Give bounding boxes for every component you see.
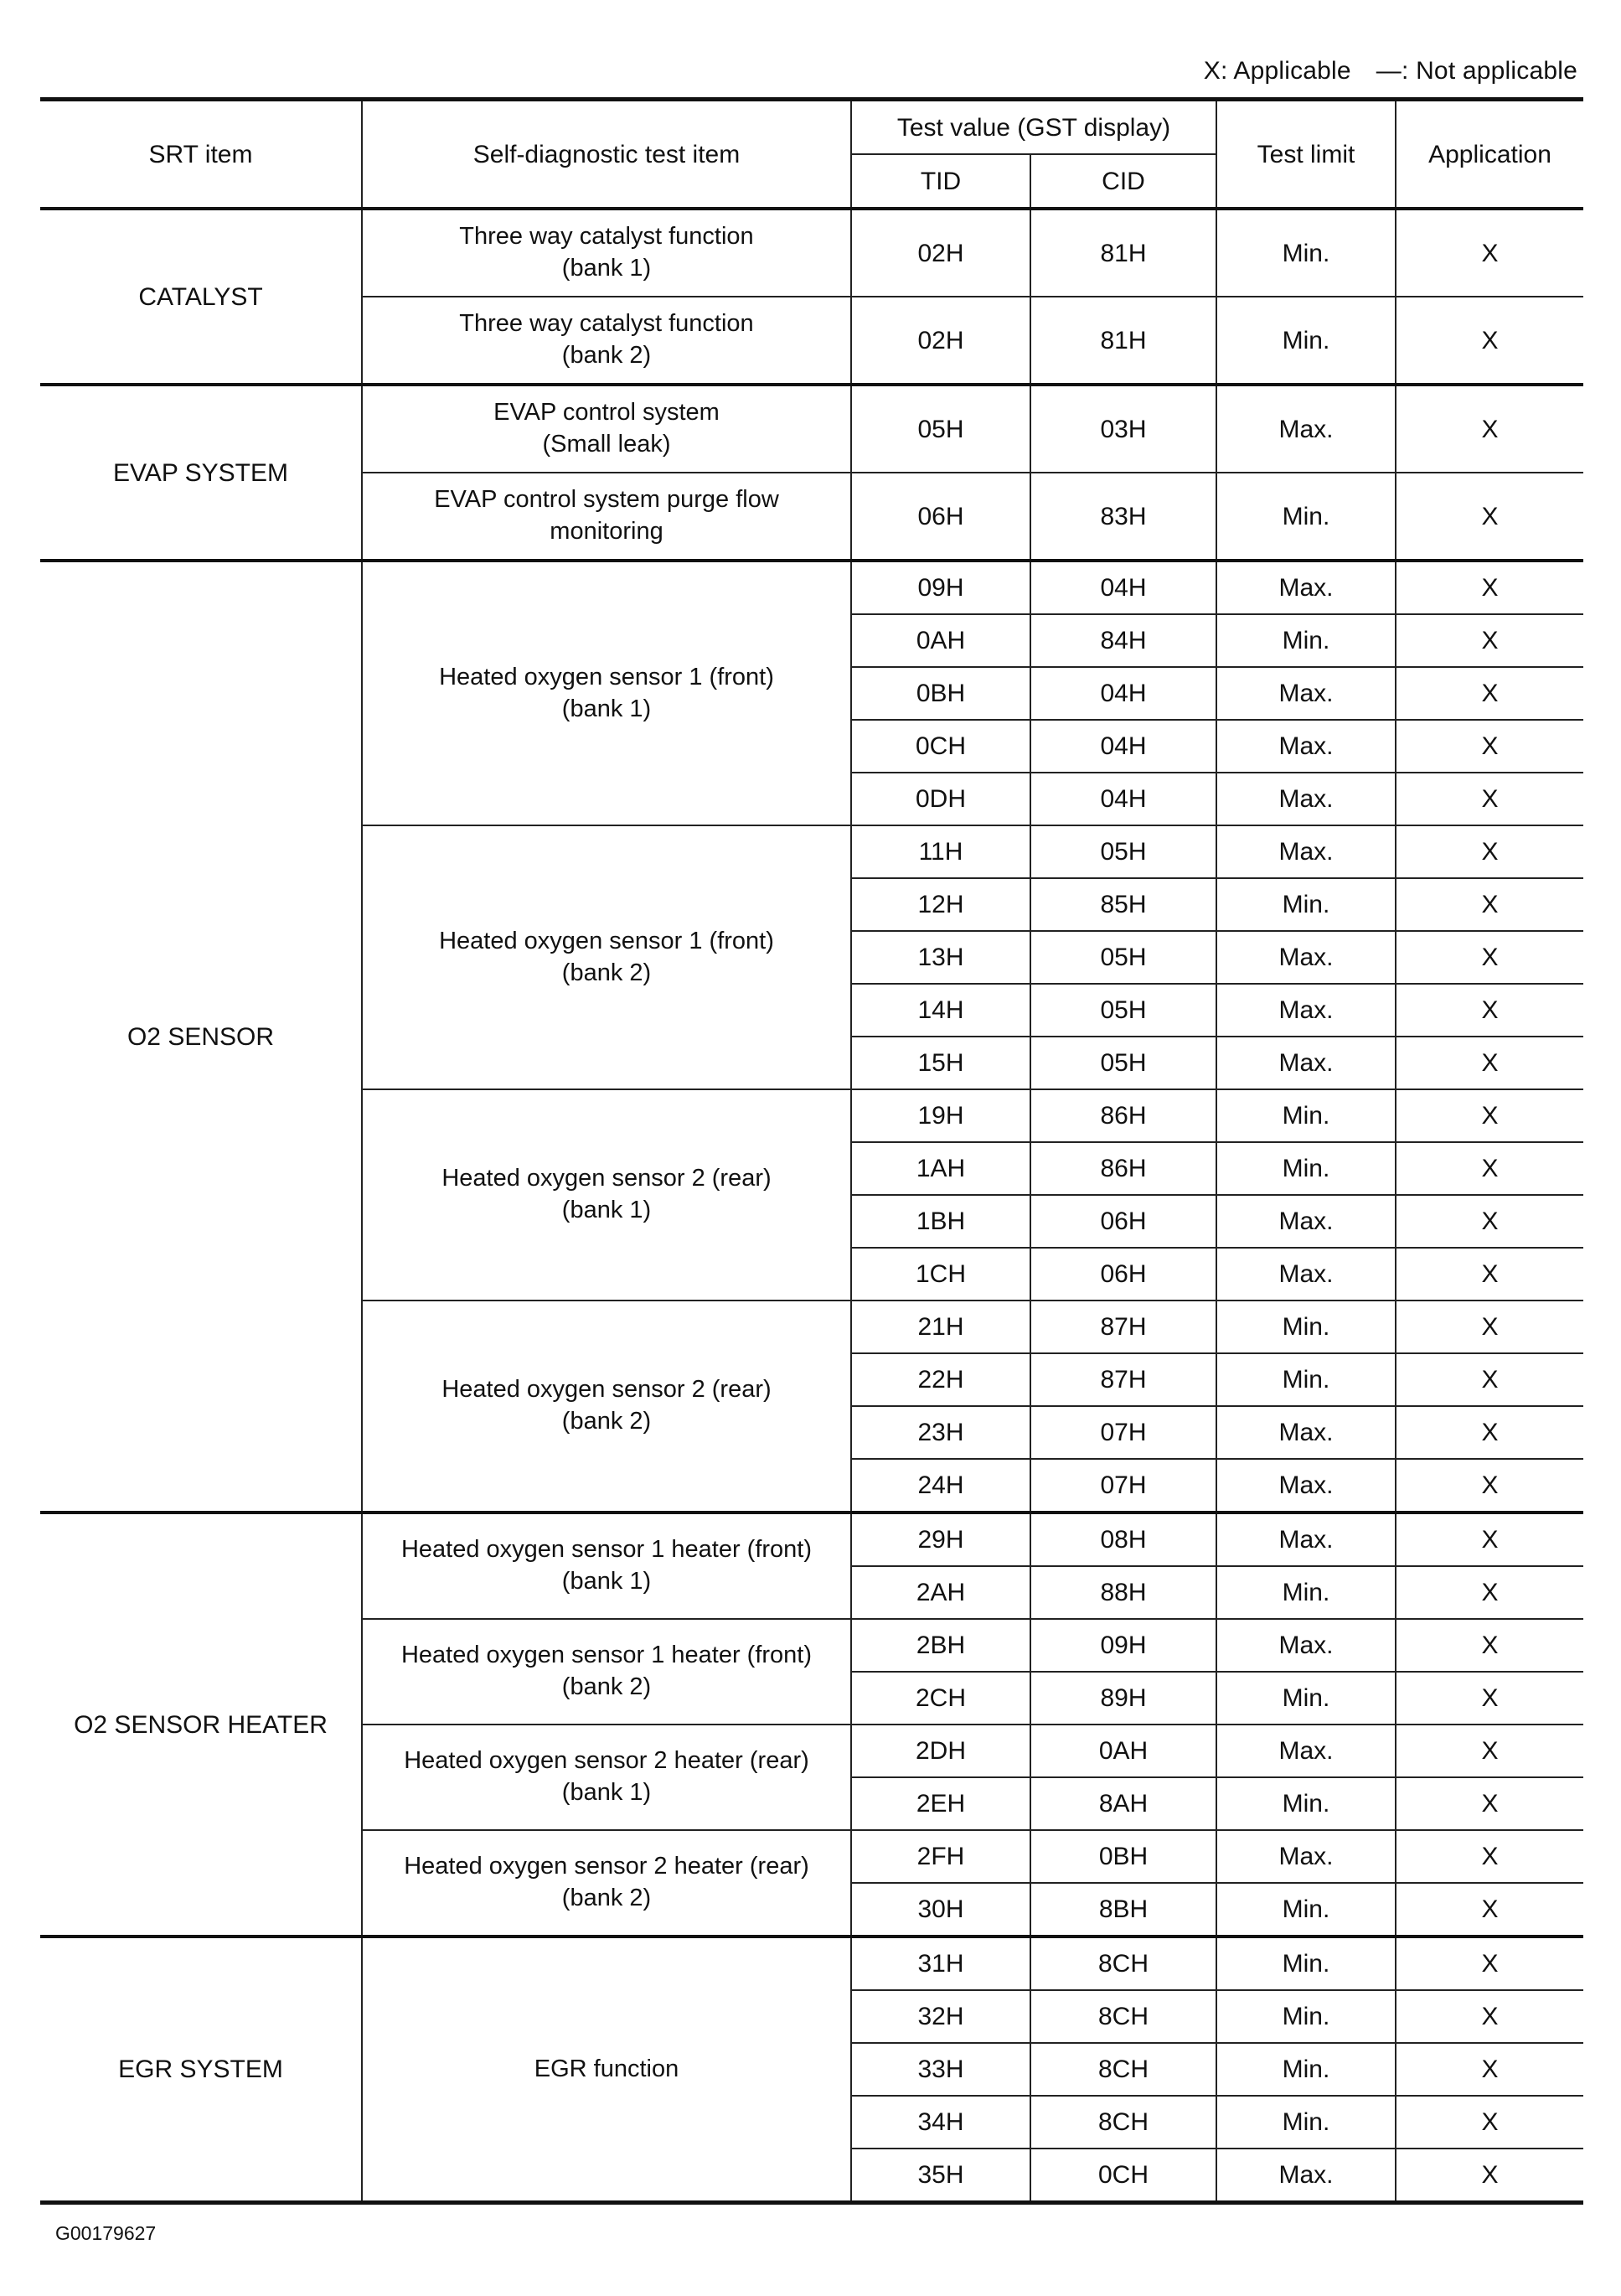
cid-cell: 87H	[1030, 1353, 1216, 1406]
tid-cell: 30H	[851, 1883, 1030, 1937]
test-limit-cell: Min.	[1216, 878, 1396, 931]
cid-cell: 0AH	[1030, 1725, 1216, 1777]
application-cell: X	[1396, 1089, 1583, 1142]
self-diagnostic-item-cell	[362, 1301, 851, 1513]
test-limit-cell: Min.	[1216, 1301, 1396, 1353]
application-cell: X	[1396, 473, 1583, 561]
tid-cell: 2EH	[851, 1777, 1030, 1830]
cid-cell: 8AH	[1030, 1777, 1216, 1830]
tid-cell: 06H	[851, 473, 1030, 561]
srt-item-cell: EVAP SYSTEM	[40, 385, 362, 561]
self-diagnostic-item-label: Heated oxygen sensor 1 (front)	[439, 927, 774, 954]
test-limit-cell: Min.	[1216, 1883, 1396, 1937]
application-cell: X	[1396, 209, 1583, 297]
cid-cell: 86H	[1030, 1142, 1216, 1195]
test-limit-cell: Max.	[1216, 1248, 1396, 1301]
test-limit-cell: Min.	[1216, 1089, 1396, 1142]
test-limit-cell: Min.	[1216, 297, 1396, 385]
tid-cell: 2CH	[851, 1672, 1030, 1725]
self-diagnostic-item-label: (bank 2)	[561, 342, 652, 369]
cid-cell: 04H	[1030, 667, 1216, 720]
self-diagnostic-item-cell	[362, 1830, 851, 1937]
self-diagnostic-item-label: EVAP control system	[493, 399, 720, 427]
cid-cell: 89H	[1030, 1672, 1216, 1725]
application-cell: X	[1396, 878, 1583, 931]
application-cell: X	[1396, 1937, 1583, 1990]
header-test-value: Test value (GST display)	[851, 100, 1216, 155]
application-cell: X	[1396, 825, 1583, 878]
test-limit-cell: Max.	[1216, 1725, 1396, 1777]
self-diagnostic-item-cell	[362, 825, 851, 1089]
application-cell: X	[1396, 1566, 1583, 1619]
application-cell: X	[1396, 1777, 1583, 1830]
application-cell: X	[1396, 561, 1583, 614]
header-self-diagnostic-test-item: Self-diagnostic test item	[362, 100, 851, 209]
test-limit-cell: Max.	[1216, 720, 1396, 773]
tid-cell: 0BH	[851, 667, 1030, 720]
self-diagnostic-item-label: Three way catalyst function	[459, 310, 754, 338]
tid-cell: 05H	[851, 385, 1030, 473]
tid-cell: 21H	[851, 1301, 1030, 1353]
application-cell: X	[1396, 720, 1583, 773]
legend	[1204, 57, 1577, 85]
table-row	[40, 1937, 1583, 1990]
table-row	[40, 385, 1583, 473]
table-row	[40, 209, 1583, 297]
self-diagnostic-item-label: (bank 1)	[561, 255, 652, 282]
application-cell: X	[1396, 1672, 1583, 1725]
self-diagnostic-item-label: (bank 1)	[561, 1197, 652, 1223]
tid-cell: 1BH	[851, 1195, 1030, 1248]
test-limit-cell: Min.	[1216, 1937, 1396, 1990]
header-srt-item: SRT item	[40, 100, 362, 209]
self-diagnostic-item-label: Heated oxygen sensor 2 (rear)	[441, 1376, 772, 1404]
tid-cell: 1AH	[851, 1142, 1030, 1195]
self-diagnostic-item-label: EGR function	[534, 2055, 679, 2082]
self-diagnostic-item-label: Heated oxygen sensor 2 (rear)	[441, 1165, 772, 1192]
test-limit-cell: Max.	[1216, 1830, 1396, 1883]
application-cell: X	[1396, 984, 1583, 1037]
tid-cell: 34H	[851, 2096, 1030, 2149]
application-cell: X	[1396, 1406, 1583, 1459]
self-diagnostic-item-label: (bank 2)	[561, 1673, 652, 1700]
cid-cell: 08H	[1030, 1513, 1216, 1566]
cid-cell: 86H	[1030, 1089, 1216, 1142]
test-limit-cell: Max.	[1216, 1619, 1396, 1672]
header-test-limit: Test limit	[1216, 100, 1396, 209]
tid-cell: 0AH	[851, 614, 1030, 667]
tid-cell: 13H	[851, 931, 1030, 984]
cid-cell: 06H	[1030, 1248, 1216, 1301]
tid-cell: 22H	[851, 1353, 1030, 1406]
cid-cell: 07H	[1030, 1406, 1216, 1459]
srt-item-cell: EGR SYSTEM	[40, 1937, 362, 2203]
self-diagnostic-item-label: (bank 1)	[561, 1568, 652, 1595]
self-diagnostic-item-cell	[362, 1619, 851, 1725]
cid-cell: 03H	[1030, 385, 1216, 473]
application-cell: X	[1396, 667, 1583, 720]
application-cell: X	[1396, 1353, 1583, 1406]
cid-cell: 8BH	[1030, 1883, 1216, 1937]
test-limit-cell: Min.	[1216, 1142, 1396, 1195]
srt-item-cell: CATALYST	[40, 209, 362, 385]
cid-cell: 81H	[1030, 297, 1216, 385]
test-limit-cell: Min.	[1216, 614, 1396, 667]
test-limit-cell: Max.	[1216, 1195, 1396, 1248]
test-limit-cell: Max.	[1216, 984, 1396, 1037]
test-limit-cell: Min.	[1216, 2096, 1396, 2149]
figure-id: G00179627	[55, 2222, 157, 2244]
test-limit-cell: Min.	[1216, 1353, 1396, 1406]
application-cell: X	[1396, 773, 1583, 825]
self-diagnostic-item-label: (bank 2)	[561, 1408, 652, 1435]
test-limit-cell: Min.	[1216, 1566, 1396, 1619]
application-cell: X	[1396, 1513, 1583, 1566]
application-cell: X	[1396, 385, 1583, 473]
table-row	[40, 1513, 1583, 1566]
cid-cell: 0BH	[1030, 1830, 1216, 1883]
application-cell: X	[1396, 1195, 1583, 1248]
srt-item-cell: O2 SENSOR HEATER	[40, 1513, 362, 1937]
legend-applicable: X: Applicable	[1203, 57, 1351, 85]
tid-cell: 2AH	[851, 1566, 1030, 1619]
tid-cell: 0CH	[851, 720, 1030, 773]
application-cell: X	[1396, 297, 1583, 385]
application-cell: X	[1396, 931, 1583, 984]
application-cell: X	[1396, 1830, 1583, 1883]
self-diagnostic-item-label: (Small leak)	[542, 431, 671, 458]
cid-cell: 83H	[1030, 473, 1216, 561]
self-diagnostic-item-cell	[362, 1513, 851, 1619]
tid-cell: 33H	[851, 2043, 1030, 2096]
cid-cell: 8CH	[1030, 2043, 1216, 2096]
test-limit-cell: Min.	[1216, 473, 1396, 561]
tid-cell: 31H	[851, 1937, 1030, 1990]
tid-cell: 14H	[851, 984, 1030, 1037]
self-diagnostic-item-label: (bank 2)	[561, 959, 652, 986]
tid-cell: 2DH	[851, 1725, 1030, 1777]
self-diagnostic-item-label: Heated oxygen sensor 2 heater (rear)	[404, 1853, 809, 1880]
tid-cell: 12H	[851, 878, 1030, 931]
cid-cell: 88H	[1030, 1566, 1216, 1619]
cid-cell: 84H	[1030, 614, 1216, 667]
tid-cell: 19H	[851, 1089, 1030, 1142]
test-limit-cell: Max.	[1216, 561, 1396, 614]
self-diagnostic-item-label: Heated oxygen sensor 1 heater (front)	[400, 1642, 813, 1669]
application-cell: X	[1396, 1459, 1583, 1513]
tid-cell: 32H	[851, 1990, 1030, 2043]
header-tid: TID	[851, 154, 1030, 209]
application-cell: X	[1396, 2043, 1583, 2096]
tid-cell: 0DH	[851, 773, 1030, 825]
test-limit-cell: Max.	[1216, 1037, 1396, 1089]
cid-cell: 0CH	[1030, 2149, 1216, 2203]
application-cell: X	[1396, 614, 1583, 667]
self-diagnostic-item-label: (bank 2)	[561, 1885, 652, 1911]
tid-cell: 1CH	[851, 1248, 1030, 1301]
self-diagnostic-item-label: Heated oxygen sensor 1 (front)	[439, 663, 774, 690]
cid-cell: 04H	[1030, 773, 1216, 825]
cid-cell: 87H	[1030, 1301, 1216, 1353]
test-limit-cell: Max.	[1216, 825, 1396, 878]
cid-cell: 05H	[1030, 984, 1216, 1037]
self-diagnostic-item-cell	[362, 561, 851, 825]
self-diagnostic-item-cell	[362, 209, 851, 297]
test-limit-cell: Max.	[1216, 667, 1396, 720]
cid-cell: 8CH	[1030, 1937, 1216, 1990]
cid-cell: 05H	[1030, 825, 1216, 878]
self-diagnostic-item-cell	[362, 297, 851, 385]
self-diagnostic-item-label: monitoring	[550, 518, 663, 545]
tid-cell: 09H	[851, 561, 1030, 614]
self-diagnostic-item-cell	[362, 1089, 851, 1301]
header-cid: CID	[1030, 154, 1216, 209]
tid-cell: 02H	[851, 297, 1030, 385]
application-cell: X	[1396, 1248, 1583, 1301]
cid-cell: 04H	[1030, 720, 1216, 773]
application-cell: X	[1396, 1883, 1583, 1937]
test-limit-cell: Max.	[1216, 1406, 1396, 1459]
application-cell: X	[1396, 1990, 1583, 2043]
tid-cell: 23H	[851, 1406, 1030, 1459]
self-diagnostic-item-cell	[362, 385, 851, 473]
self-diagnostic-item-label: Heated oxygen sensor 1 heater (front)	[400, 1536, 813, 1564]
test-limit-cell: Max.	[1216, 2149, 1396, 2203]
tid-cell: 35H	[851, 2149, 1030, 2203]
test-limit-cell: Max.	[1216, 773, 1396, 825]
self-diagnostic-item-cell	[362, 1725, 851, 1830]
cid-cell: 81H	[1030, 209, 1216, 297]
tid-cell: 2FH	[851, 1830, 1030, 1883]
self-diagnostic-item-label: Three way catalyst function	[459, 223, 754, 251]
tid-cell: 11H	[851, 825, 1030, 878]
cid-cell: 85H	[1030, 878, 1216, 931]
test-limit-cell: Min.	[1216, 209, 1396, 297]
application-cell: X	[1396, 1725, 1583, 1777]
cid-cell: 06H	[1030, 1195, 1216, 1248]
table-row	[40, 561, 1583, 614]
cid-cell: 04H	[1030, 561, 1216, 614]
test-limit-cell: Max.	[1216, 1513, 1396, 1566]
self-diagnostic-item-label: (bank 1)	[561, 695, 652, 722]
application-cell: X	[1396, 1037, 1583, 1089]
tid-cell: 15H	[851, 1037, 1030, 1089]
cid-cell: 05H	[1030, 1037, 1216, 1089]
tid-cell: 02H	[851, 209, 1030, 297]
application-cell: X	[1396, 1301, 1583, 1353]
self-diagnostic-item-label: (bank 1)	[561, 1779, 652, 1806]
srt-test-table	[40, 97, 1583, 2205]
self-diagnostic-item-cell	[362, 473, 851, 561]
cid-cell: 8CH	[1030, 1990, 1216, 2043]
tid-cell: 29H	[851, 1513, 1030, 1566]
cid-cell: 8CH	[1030, 2096, 1216, 2149]
self-diagnostic-item-label: Heated oxygen sensor 2 heater (rear)	[404, 1747, 809, 1775]
cid-cell: 07H	[1030, 1459, 1216, 1513]
test-limit-cell: Min.	[1216, 1672, 1396, 1725]
self-diagnostic-item-cell	[362, 1937, 851, 2203]
cid-cell: 05H	[1030, 931, 1216, 984]
legend-not-applicable: —: Not applicable	[1376, 57, 1577, 85]
cid-cell: 09H	[1030, 1619, 1216, 1672]
application-cell: X	[1396, 1142, 1583, 1195]
application-cell: X	[1396, 2149, 1583, 2203]
srt-item-cell: O2 SENSOR	[40, 561, 362, 1513]
test-limit-cell: Min.	[1216, 1777, 1396, 1830]
application-cell: X	[1396, 1619, 1583, 1672]
table-body	[40, 209, 1583, 2203]
test-limit-cell: Max.	[1216, 931, 1396, 984]
test-limit-cell: Max.	[1216, 1459, 1396, 1513]
tid-cell: 2BH	[851, 1619, 1030, 1672]
tid-cell: 24H	[851, 1459, 1030, 1513]
application-cell: X	[1396, 2096, 1583, 2149]
test-limit-cell: Max.	[1216, 385, 1396, 473]
test-limit-cell: Min.	[1216, 1990, 1396, 2043]
header-application: Application	[1396, 100, 1583, 209]
test-limit-cell: Min.	[1216, 2043, 1396, 2096]
self-diagnostic-item-label: EVAP control system purge flow	[434, 486, 779, 514]
